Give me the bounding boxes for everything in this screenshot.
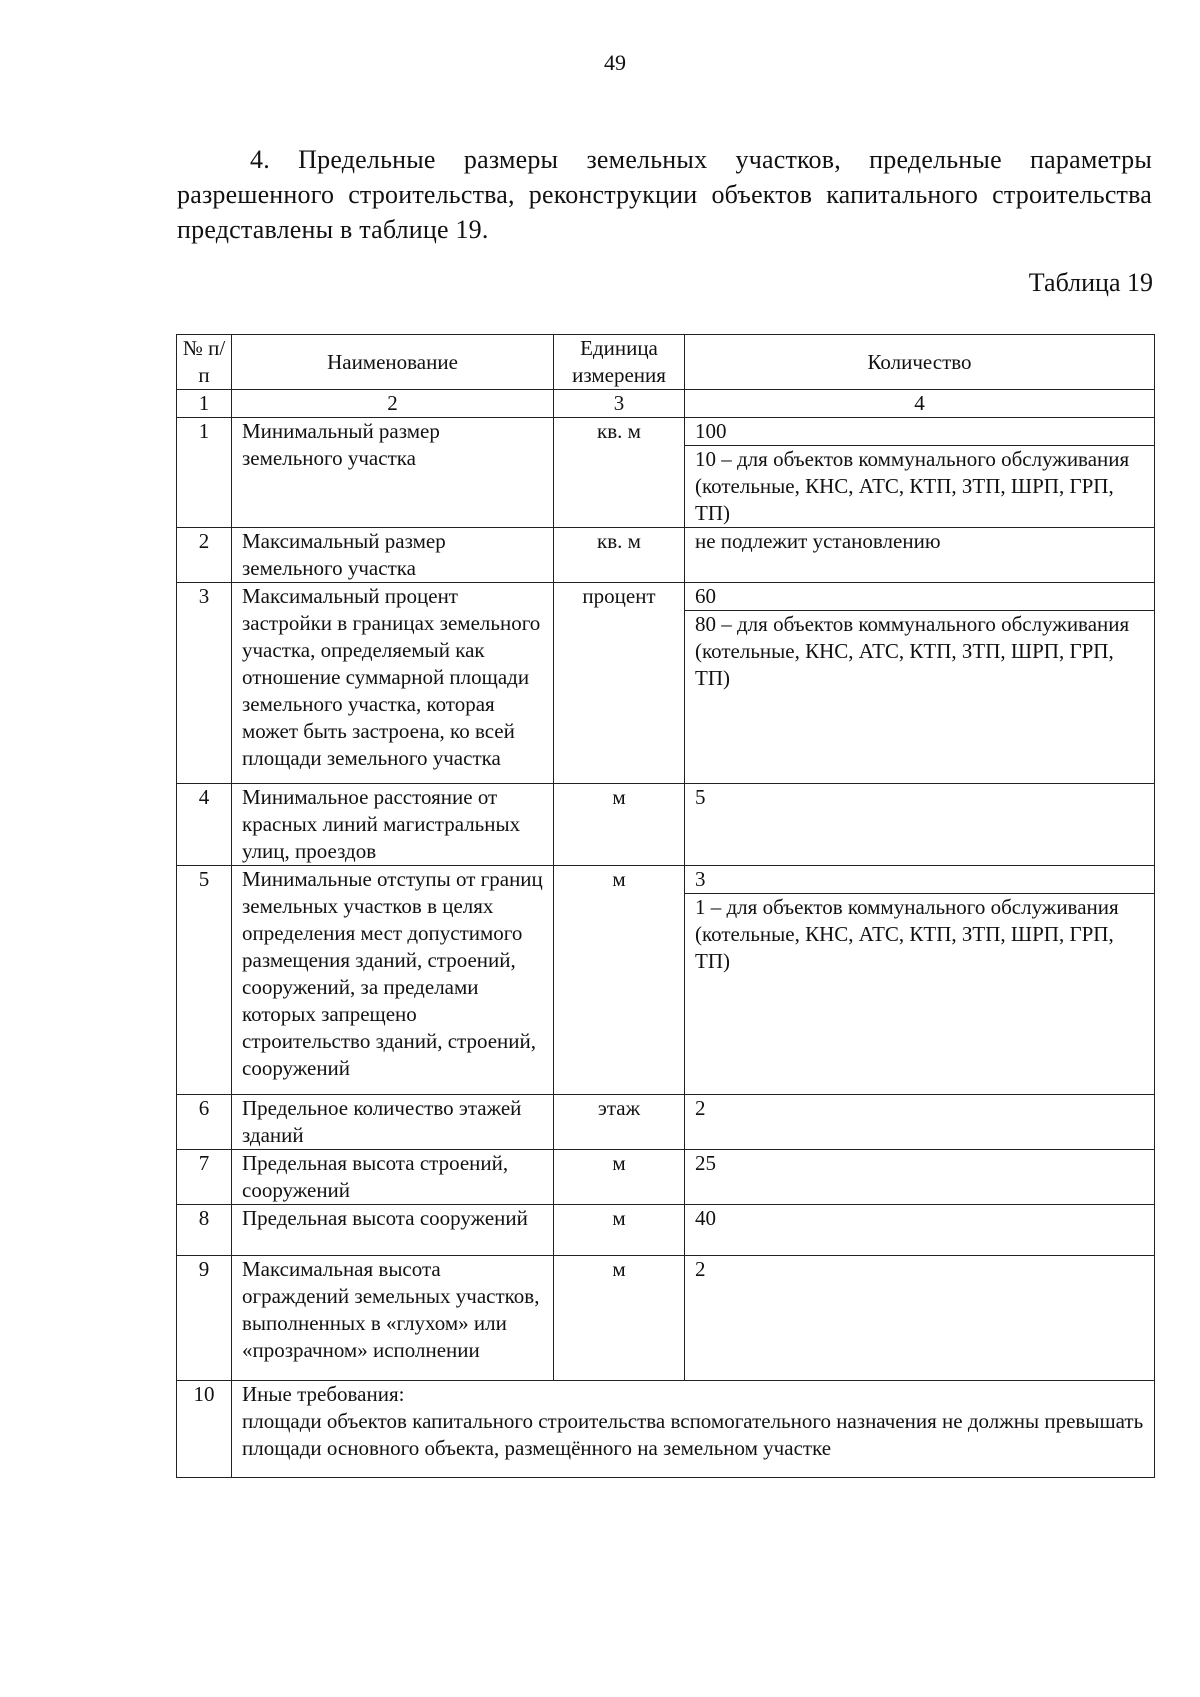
quantity-note: 1 – для объектов коммунального обслуживания (котельные, КНС, АТС, КТП, ЗТП, ШРП, ГРП, ТП) — [685, 893, 1154, 975]
table-index-row — [177, 390, 1155, 418]
quantity-value: 25 — [695, 1151, 716, 1175]
table-row — [177, 1150, 1155, 1205]
table-caption: Таблица 19 — [1028, 268, 1153, 297]
row-number: 7 — [177, 1150, 232, 1205]
table-row — [177, 1256, 1155, 1381]
quantity-value: 60 — [695, 584, 716, 608]
quantity-note: 10 – для объектов коммунального обслуживания (котельные, КНС, АТС, КТП, ЗТП, ШРП, ГРП, ТП) — [685, 445, 1154, 527]
row-name: Максимальная высота ограждений земельных участков, выполненных в «глухом» или «прозрачном» исполнении — [232, 1256, 554, 1381]
parameters-table — [176, 334, 1155, 1478]
table-row — [177, 784, 1155, 866]
row-quantity — [685, 784, 1155, 866]
row-unit: м — [554, 1256, 685, 1381]
row-unit: этаж — [554, 1095, 685, 1150]
index-cell: 1 — [177, 390, 232, 418]
row-number: 1 — [177, 418, 232, 528]
quantity-value: 40 — [695, 1206, 716, 1230]
row-number: 8 — [177, 1205, 232, 1256]
other-requirements-label: Иные требования: — [242, 1382, 405, 1406]
quantity-value: 100 — [695, 419, 727, 443]
index-cell: 2 — [232, 390, 554, 418]
quantity-value: не подлежит установлению — [695, 529, 941, 553]
row-unit: м — [554, 866, 685, 1095]
index-cell: 3 — [554, 390, 685, 418]
row-unit: процент — [554, 583, 685, 784]
row-number: 4 — [177, 784, 232, 866]
row-name: Минимальный размер земельного участка — [232, 418, 554, 528]
row-quantity — [685, 528, 1155, 583]
row-unit: кв. м — [554, 418, 685, 528]
other-requirements-text: площади объектов капитального строительства вспомогательного назначения не должны превышать площади основного объекта, размещённого на земельном участке — [242, 1409, 1144, 1460]
quantity-note: 80 – для объектов коммунального обслуживания (котельные, КНС, АТС, КТП, ЗТП, ШРП, ГРП, ТП) — [685, 610, 1154, 692]
row-unit: кв. м — [554, 528, 685, 583]
header-name: Наименование — [232, 335, 554, 390]
page-number: 49 — [604, 50, 626, 75]
header-qty: Количество — [685, 335, 1155, 390]
row-quantity — [685, 866, 1155, 1095]
row-quantity — [685, 1205, 1155, 1256]
table-row — [177, 418, 1155, 528]
quantity-value: 3 — [695, 867, 706, 891]
table-row — [177, 1205, 1155, 1256]
row-number: 9 — [177, 1256, 232, 1381]
row-number: 2 — [177, 528, 232, 583]
table-row — [177, 866, 1155, 1095]
index-cell: 4 — [685, 390, 1155, 418]
row-quantity — [685, 418, 1155, 528]
row-name: Предельная высота сооружений — [232, 1205, 554, 1256]
row-number: 5 — [177, 866, 232, 1095]
row-unit: м — [554, 1205, 685, 1256]
row-name: Минимальные отступы от границ земельных участков в целях определения мест допустимого размещения зданий, строений, сооружений, за пределами которых запрещено строительство зданий, строений, сооружений — [232, 866, 554, 1095]
row-unit: м — [554, 784, 685, 866]
row-name: Предельное количество этажей зданий — [232, 1095, 554, 1150]
row-quantity — [685, 1095, 1155, 1150]
row-quantity — [685, 1150, 1155, 1205]
row-name: Максимальный размер земельного участка — [232, 528, 554, 583]
table-row — [177, 528, 1155, 583]
quantity-value: 5 — [695, 785, 706, 809]
other-requirements-cell — [232, 1381, 1155, 1478]
table-row-other-requirements — [177, 1381, 1155, 1478]
row-number: 6 — [177, 1095, 232, 1150]
row-number: 3 — [177, 583, 232, 784]
row-unit: м — [554, 1150, 685, 1205]
quantity-value: 2 — [695, 1257, 706, 1281]
table-row — [177, 583, 1155, 784]
row-name: Максимальный процент застройки в границах земельного участка, определяемый как отношение суммарной площади земельного участка, которая может быть застроена, ко всей площади земельного участка — [232, 583, 554, 784]
table-row — [177, 1095, 1155, 1150]
row-quantity — [685, 1256, 1155, 1381]
header-num: № п/п — [177, 335, 232, 390]
quantity-value: 2 — [695, 1096, 706, 1120]
row-name: Предельная высота строений, сооружений — [232, 1150, 554, 1205]
row-quantity — [685, 583, 1155, 784]
header-unit: Единица измерения — [554, 335, 685, 390]
intro-paragraph: 4. Предельные размеры земельных участков, предельные параметры разрешенного строительства, реконструкции объектов капитального строительства представлены в таблице 19. — [177, 145, 1152, 244]
row-number: 10 — [177, 1381, 232, 1478]
table-header-row — [177, 335, 1155, 390]
row-name: Минимальное расстояние от красных линий магистральных улиц, проездов — [232, 784, 554, 866]
